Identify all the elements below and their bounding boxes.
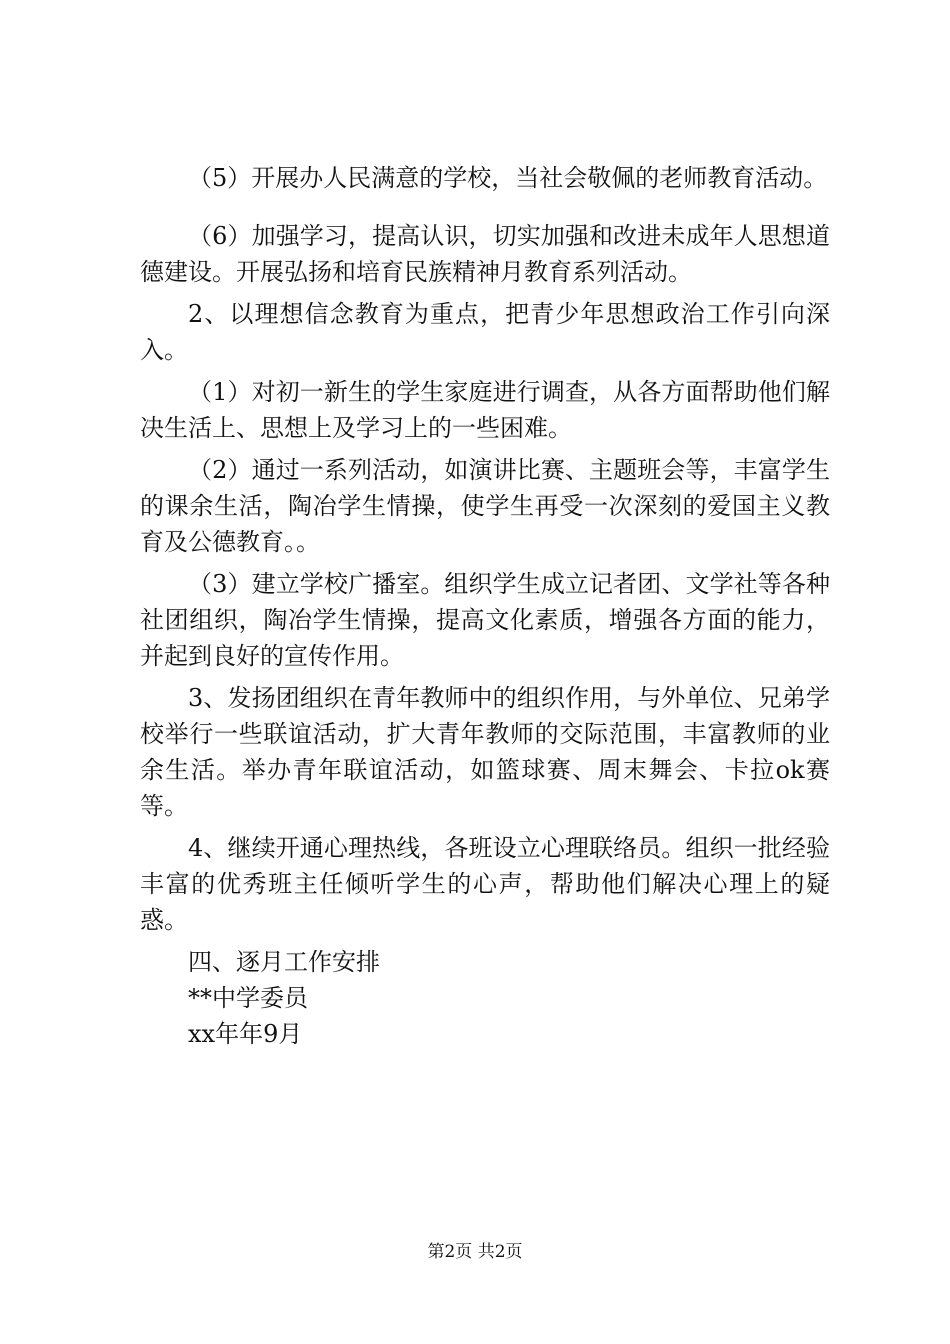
paragraph-section-2: 2、以理想信念教育为重点，把青少年思想政治工作引向深入。	[140, 300, 830, 364]
paragraph-item-3: （3）建立学校广播室。组织学生成立记者团、文学社等各种社团组织，陶冶学生情操，提高文化素质，增强各方面的能力，并起到良好的宣传作用。	[140, 570, 830, 670]
document-body	[140, 160, 830, 1052]
signature-organization: **中学委员	[188, 984, 308, 1012]
paragraph-section-4: 4、继续开通心理热线，各班设立心理联络员。组织一批经验丰富的优秀班主任倾听学生的心声，帮助他们解决心理上的疑惑。	[140, 834, 830, 934]
page-number-footer: 第2页 共2页	[427, 1242, 523, 1262]
paragraph-item-1: （1）对初一新生的学生家庭进行调查，从各方面帮助他们解决生活上、思想上及学习上的一些困难。	[140, 378, 830, 442]
section-heading-monthly-plan: 四、逐月工作安排	[188, 948, 380, 976]
paragraph-item-2: （2）通过一系列活动，如演讲比赛、主题班会等，丰富学生的课余生活，陶冶学生情操，使学生再受一次深刻的爱国主义教育及公德教育。。	[140, 456, 830, 556]
signature-date: xx年年9月	[188, 1020, 303, 1048]
paragraph-item-5: （5）开展办人民满意的学校，当社会敬佩的老师教育活动。	[188, 164, 828, 192]
paragraph-item-6: （6）加强学习，提高认识，切实加强和改进未成年人思想道德建设。开展弘扬和培育民族精神月教育系列活动。	[140, 222, 830, 286]
paragraph-section-3: 3、发扬团组织在青年教师中的组织作用，与外单位、兄弟学校举行一些联谊活动，扩大青年教师的交际范围，丰富教师的业余生活。举办青年联谊活动，如篮球赛、周末舞会、卡拉ok赛等。	[140, 684, 830, 820]
